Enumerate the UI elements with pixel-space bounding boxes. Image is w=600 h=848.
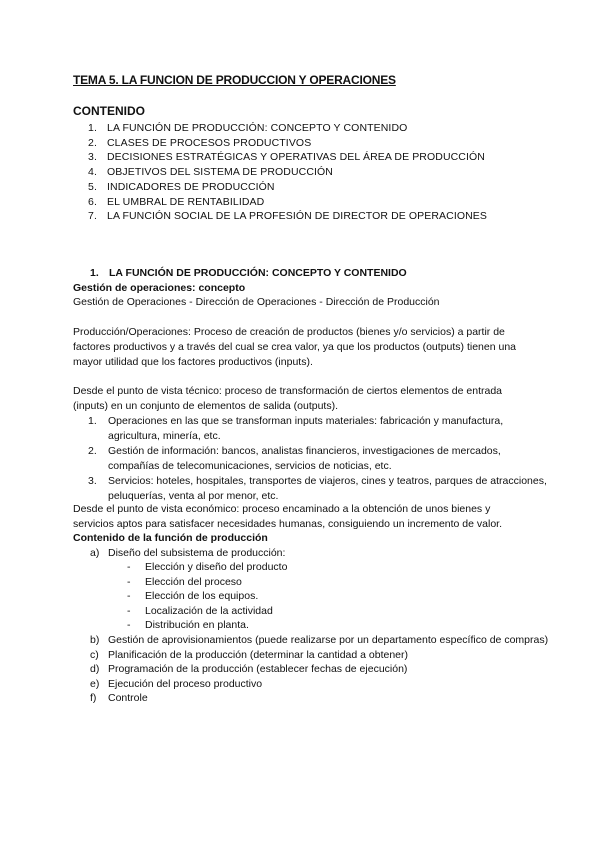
design-sublist [127, 560, 287, 633]
table-of-contents [88, 121, 487, 224]
list-item: d) Programación de la producción (establecer fechas de ejecución) [90, 663, 408, 676]
toc-item: 1. LA FUNCIÓN DE PRODUCCIÓN: CONCEPTO Y CONTENIDO [88, 122, 408, 134]
technical-paragraph: Desde el punto de vista técnico: proceso de transformación de ciertos elementos de entrada (inputs) en un conjunto de elementos de salida (outputs). [73, 385, 502, 412]
list-item: - Elección del proceso [127, 575, 242, 588]
toc-item: 4. OBJETIVOS DEL SISTEMA DE PRODUCCIÓN [88, 166, 333, 179]
page-title: TEMA 5. LA FUNCION DE PRODUCCION Y OPERACIONES [73, 73, 396, 87]
toc-item: 2. CLASES DE PROCESOS PRODUCTIVOS [88, 136, 312, 149]
toc-item: 7. LA FUNCIÓN SOCIAL DE LA PROFESIÓN DE DIRECTOR DE OPERACIONES [88, 210, 487, 223]
list-item: - Elección y diseño del producto [127, 561, 288, 573]
economic-paragraph: Desde el punto de vista económico: proceso encaminado a la obtención de unos bienes y servicios aptos para satisfacer necesidades humanas, consiguiendo un incremento de valor. [73, 503, 502, 530]
contents-heading: CONTENIDO [73, 104, 145, 118]
list-item: - Localización de la actividad [127, 604, 273, 617]
list-item: c) Planificación de la producción (determinar la cantidad a obtener) [90, 648, 409, 661]
list-item: - Distribución en planta. [127, 619, 249, 632]
operations-list [88, 414, 548, 504]
list-item: b) Gestión de aprovisionamientos (puede realizarse por un departamento específico de compras) [90, 634, 549, 646]
toc-item: 3. DECISIONES ESTRATÉGICAS Y OPERATIVAS DEL ÁREA DE PRODUCCIÓN [88, 151, 485, 164]
list-item: e) Ejecución del proceso productivo [90, 677, 263, 690]
toc-item: 6. EL UMBRAL DE RENTABILIDAD [88, 195, 265, 208]
list-item: 1. Operaciones en las que se transforman inputs materiales: fabricación y manufactura, agricultura, minería, etc. [88, 415, 504, 442]
content-list-rest [90, 633, 553, 706]
section-heading: 1. LA FUNCIÓN DE PRODUCCIÓN: CONCEPTO Y CONTENIDO [90, 267, 407, 279]
list-item: - Elección de los equipos. [127, 590, 259, 603]
content-heading: Contenido de la función de producción [73, 532, 268, 544]
synonyms-line: Gestión de Operaciones - Dirección de Operaciones - Dirección de Producción [73, 296, 440, 308]
list-item: a) Diseño del subsistema de producción: [90, 547, 286, 559]
toc-item: 5. INDICADORES DE PRODUCCIÓN [88, 180, 275, 193]
list-item: 3. Servicios: hoteles, hospitales, transportes de viajeros, cines y teatros, parques de atracciones, peluquerías, venta al por menor, etc. [88, 475, 547, 502]
subheading: Gestión de operaciones: concepto [73, 282, 246, 294]
definition-label: Producción/Operaciones: [73, 326, 191, 338]
definition-paragraph: Producción/Operaciones: Proceso de creación de productos (bienes y/o servicios) a partir de factores productivos y a través del cual se crea valor, ya que los productos (outputs) tienen una mayor utilidad que los factores productivos (inputs). [73, 326, 516, 368]
list-item: f) Controle [90, 692, 148, 705]
list-item: 2. Gestión de información: bancos, analistas financieros, investigaciones de mercados, compañías de telecomunicaciones, servicios de noticias, etc. [88, 445, 501, 472]
content-list-a [90, 546, 553, 561]
